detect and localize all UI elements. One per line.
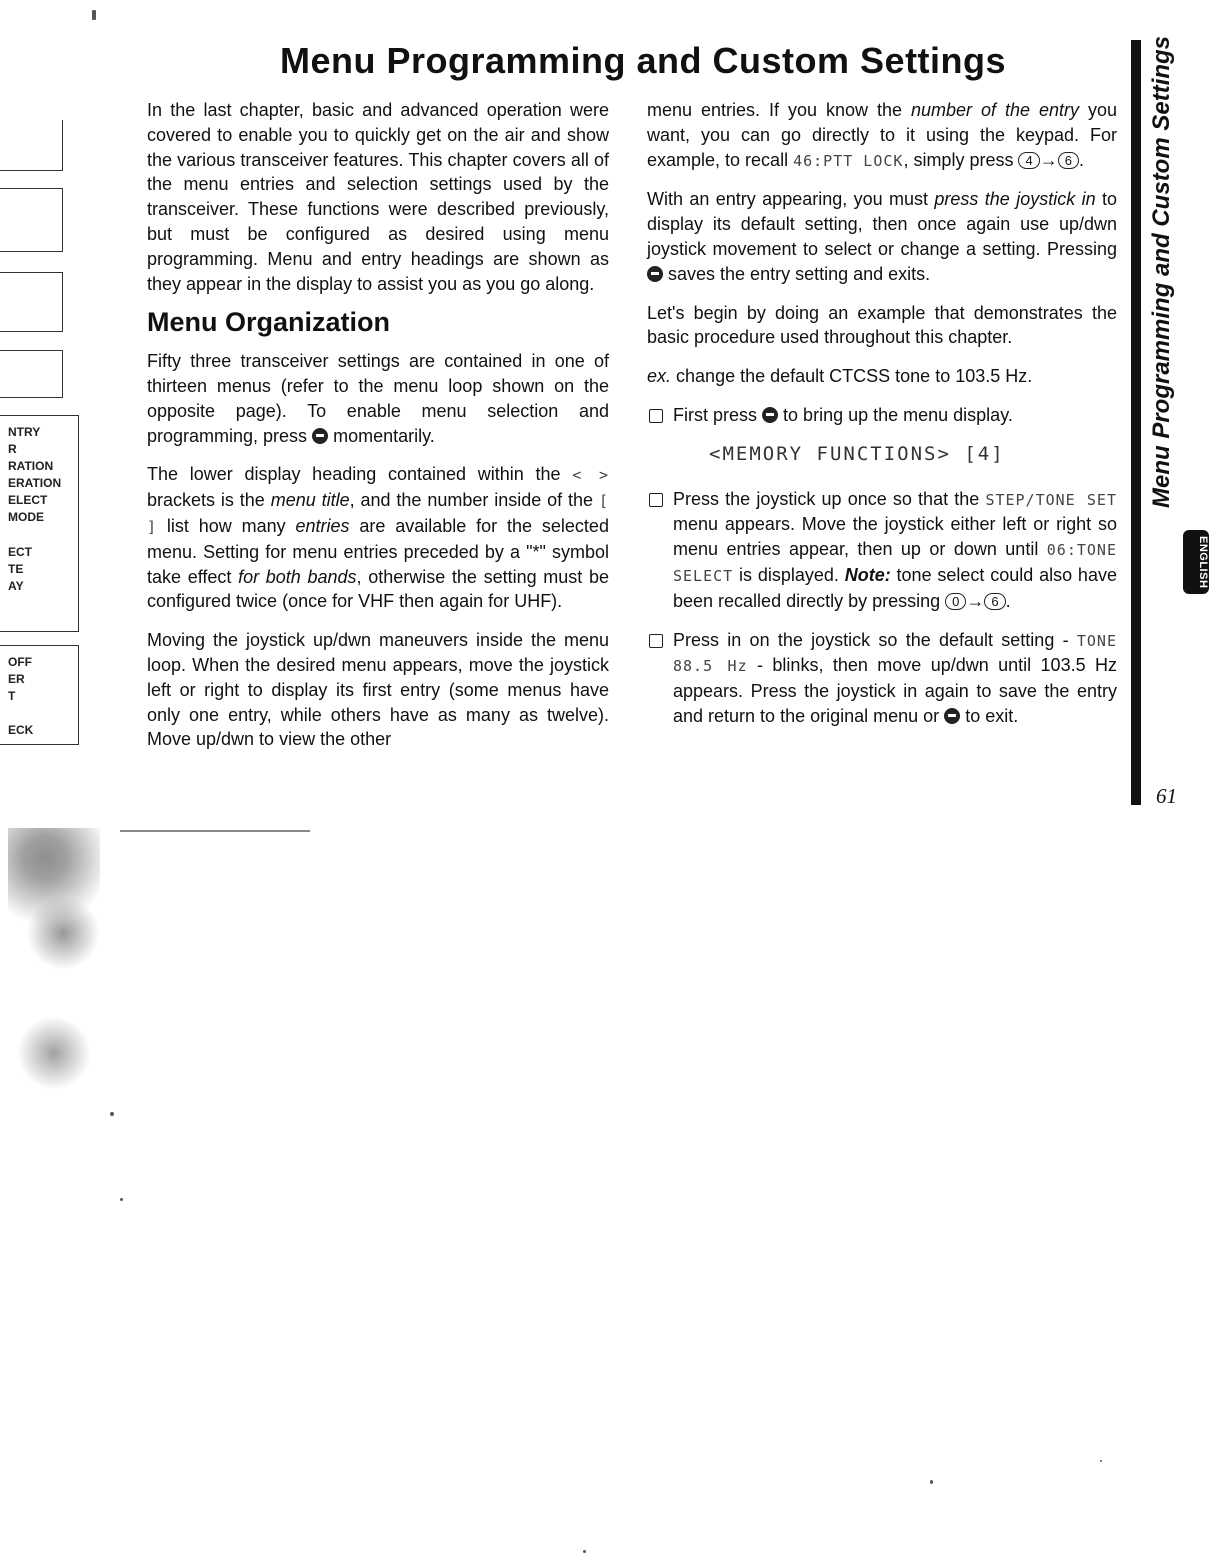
- text: .: [1078, 149, 1084, 170]
- text: Press in on the joystick so the default setting -: [673, 629, 1069, 650]
- menu-button-icon: [944, 708, 960, 724]
- step-list: [647, 403, 1117, 428]
- edge-label: ER: [8, 672, 25, 686]
- number-of-entry-term: number of the entry: [910, 100, 1079, 120]
- arrow-icon: →: [966, 590, 985, 611]
- step-item: [647, 487, 1117, 614]
- edge-tab: [0, 272, 63, 332]
- text: list how many: [166, 515, 286, 536]
- lcd-text: TONE 88.5 Hz: [673, 631, 1117, 676]
- both-bands-term: for both bands: [238, 566, 357, 587]
- text: - blinks, then move up/dwn until 103.5 Hz appears. Press the joystick in again to save the entry and return to the original menu or: [673, 655, 1117, 726]
- angle-brackets: < >: [572, 466, 609, 485]
- scan-speck: [583, 1550, 586, 1553]
- side-chapter-title: Menu Programming and Custom Settings: [1148, 35, 1175, 508]
- example-label: ex.: [647, 366, 672, 387]
- edge-label: T: [8, 689, 16, 703]
- checkbox-icon: [649, 409, 663, 423]
- menu-button-icon: [312, 428, 328, 444]
- press-joystick-term: press the joystick in: [934, 189, 1096, 210]
- edge-label: ECK: [8, 723, 34, 737]
- key-0: 0: [945, 593, 966, 610]
- edge-label: OFF: [8, 655, 32, 669]
- arrow-icon: →: [1039, 149, 1058, 170]
- example-line: [647, 364, 1117, 389]
- note-label: Note:: [844, 564, 891, 585]
- lcd-text: STEP/TONE SET: [985, 490, 1117, 509]
- section-heading: Menu Organization: [147, 307, 390, 338]
- text: , simply press: [903, 149, 1014, 170]
- edge-tab: [0, 120, 63, 171]
- checkbox-icon: [649, 634, 663, 648]
- edge-label: AY: [8, 579, 24, 593]
- key-4: 4: [1018, 152, 1039, 169]
- scan-line: [120, 830, 310, 832]
- text: , otherwise the setting must be configured twice (once for VHF then again for UHF).: [147, 566, 609, 612]
- scan-speck: [930, 1480, 933, 1484]
- menu-button-icon: [647, 266, 663, 282]
- edge-tab: [0, 350, 63, 398]
- language-tab: [1183, 530, 1209, 594]
- left-column: [147, 98, 609, 766]
- text: change the default CTCSS tone to 103.5 Hz.: [676, 366, 1033, 387]
- text: are available for the selected menu. Setting for menu entries preceded by a ": [147, 515, 609, 562]
- entries-term: entries: [295, 515, 350, 536]
- edge-label: MODE: [8, 510, 44, 524]
- chapter-bar: [1131, 40, 1141, 805]
- text: Press the joystick up once so that the: [673, 488, 980, 509]
- text: .: [1005, 590, 1011, 611]
- joystick-press-paragraph: [647, 187, 1117, 286]
- edge-label: ECT: [8, 545, 32, 559]
- asterisk-symbol: *: [532, 541, 540, 562]
- right-column: [647, 98, 1117, 743]
- lcd-text: 46:PTT LOCK: [793, 151, 904, 170]
- scan-speck: [120, 1198, 123, 1201]
- edge-label: RATION: [8, 459, 54, 473]
- menu-title-term: menu title: [270, 490, 350, 511]
- menu-organization-paragraph: [147, 349, 609, 448]
- scan-speck: [92, 10, 96, 20]
- text: With an entry appearing, you must: [647, 189, 929, 210]
- text: " symbol take effect: [147, 541, 609, 587]
- scan-noise: [8, 828, 100, 1128]
- key-6: 6: [984, 593, 1005, 610]
- display-heading-paragraph: [147, 462, 609, 614]
- list-brackets: [ ]: [147, 492, 609, 536]
- text: momentarily.: [333, 425, 435, 446]
- page-number: 61: [1156, 784, 1177, 808]
- text: you want, you can go directly to it using the keypad. For example, to recall: [647, 100, 1117, 170]
- menu-button-icon: [762, 407, 778, 423]
- scan-speck: [110, 1112, 114, 1116]
- text: tone select could also have been recalled directly by pressing: [673, 564, 1117, 611]
- edge-tab: [0, 188, 63, 252]
- step-item: [647, 403, 1117, 428]
- joystick-paragraph: Moving the joystick up/dwn maneuvers inside the menu loop. When the desired menu appears, move the joystick left or right to display its first entry (some menus have only one entry, while others have as many as twelve). Move up/dwn to view the other: [147, 630, 609, 750]
- edge-label: R: [8, 442, 17, 456]
- page-title: Menu Programming and Custom Settings: [280, 40, 1007, 81]
- edge-label: ERATION: [8, 476, 62, 490]
- text: brackets is the: [147, 490, 265, 511]
- step-list: [647, 487, 1117, 729]
- text: saves the entry setting and exits.: [668, 263, 931, 284]
- key-6: 6: [1058, 152, 1079, 169]
- text: , and the number inside of the: [349, 490, 594, 511]
- text: menu appears. Move the joystick either left or right so menu entries appear, then up or down until: [673, 514, 1117, 560]
- scan-speck: [1100, 1460, 1102, 1462]
- edge-label: ELECT: [8, 493, 48, 507]
- intro-paragraph: In the last chapter, basic and advanced operation were covered to enable you to quickly get on the air and show the various transceiver features. This chapter covers all of the menu entries and selection settings used by the transceiver. These functions were described previously, but must be configured as desired using menu programming. Menu and entry headings are shown as they appear in the display to assist you as you go along.: [147, 100, 609, 294]
- step-item: [647, 628, 1117, 729]
- text: to bring up the menu display.: [783, 404, 1013, 425]
- text: First press: [673, 404, 758, 425]
- edge-label: NTRY: [8, 425, 41, 439]
- entry-recall-paragraph: [647, 98, 1117, 173]
- lcd-display: <MEMORY FUNCTIONS> [4]: [709, 442, 1005, 465]
- text: The lower display heading contained within the: [147, 464, 561, 485]
- edge-label: TE: [8, 562, 24, 576]
- lcd-text: 06:TONE SELECT: [673, 541, 1117, 585]
- example-intro-paragraph: Let's begin by doing an example that demonstrates the basic procedure used throughout this chapter.: [647, 302, 1117, 348]
- checkbox-icon: [649, 493, 663, 507]
- text: menu entries. If you know the: [647, 100, 902, 120]
- language-label: ENGLISH: [1197, 536, 1209, 589]
- text: is displayed.: [739, 564, 839, 585]
- text: Fifty three transceiver settings are contained in one of thirteen menus (refer to the menu loop shown on the opposite page). To enable menu selection and programming, press: [147, 351, 609, 446]
- text: to display its default setting, then once again use up/dwn joystick movement to select or change a setting. Pressing: [647, 189, 1117, 259]
- text: to exit.: [965, 705, 1019, 726]
